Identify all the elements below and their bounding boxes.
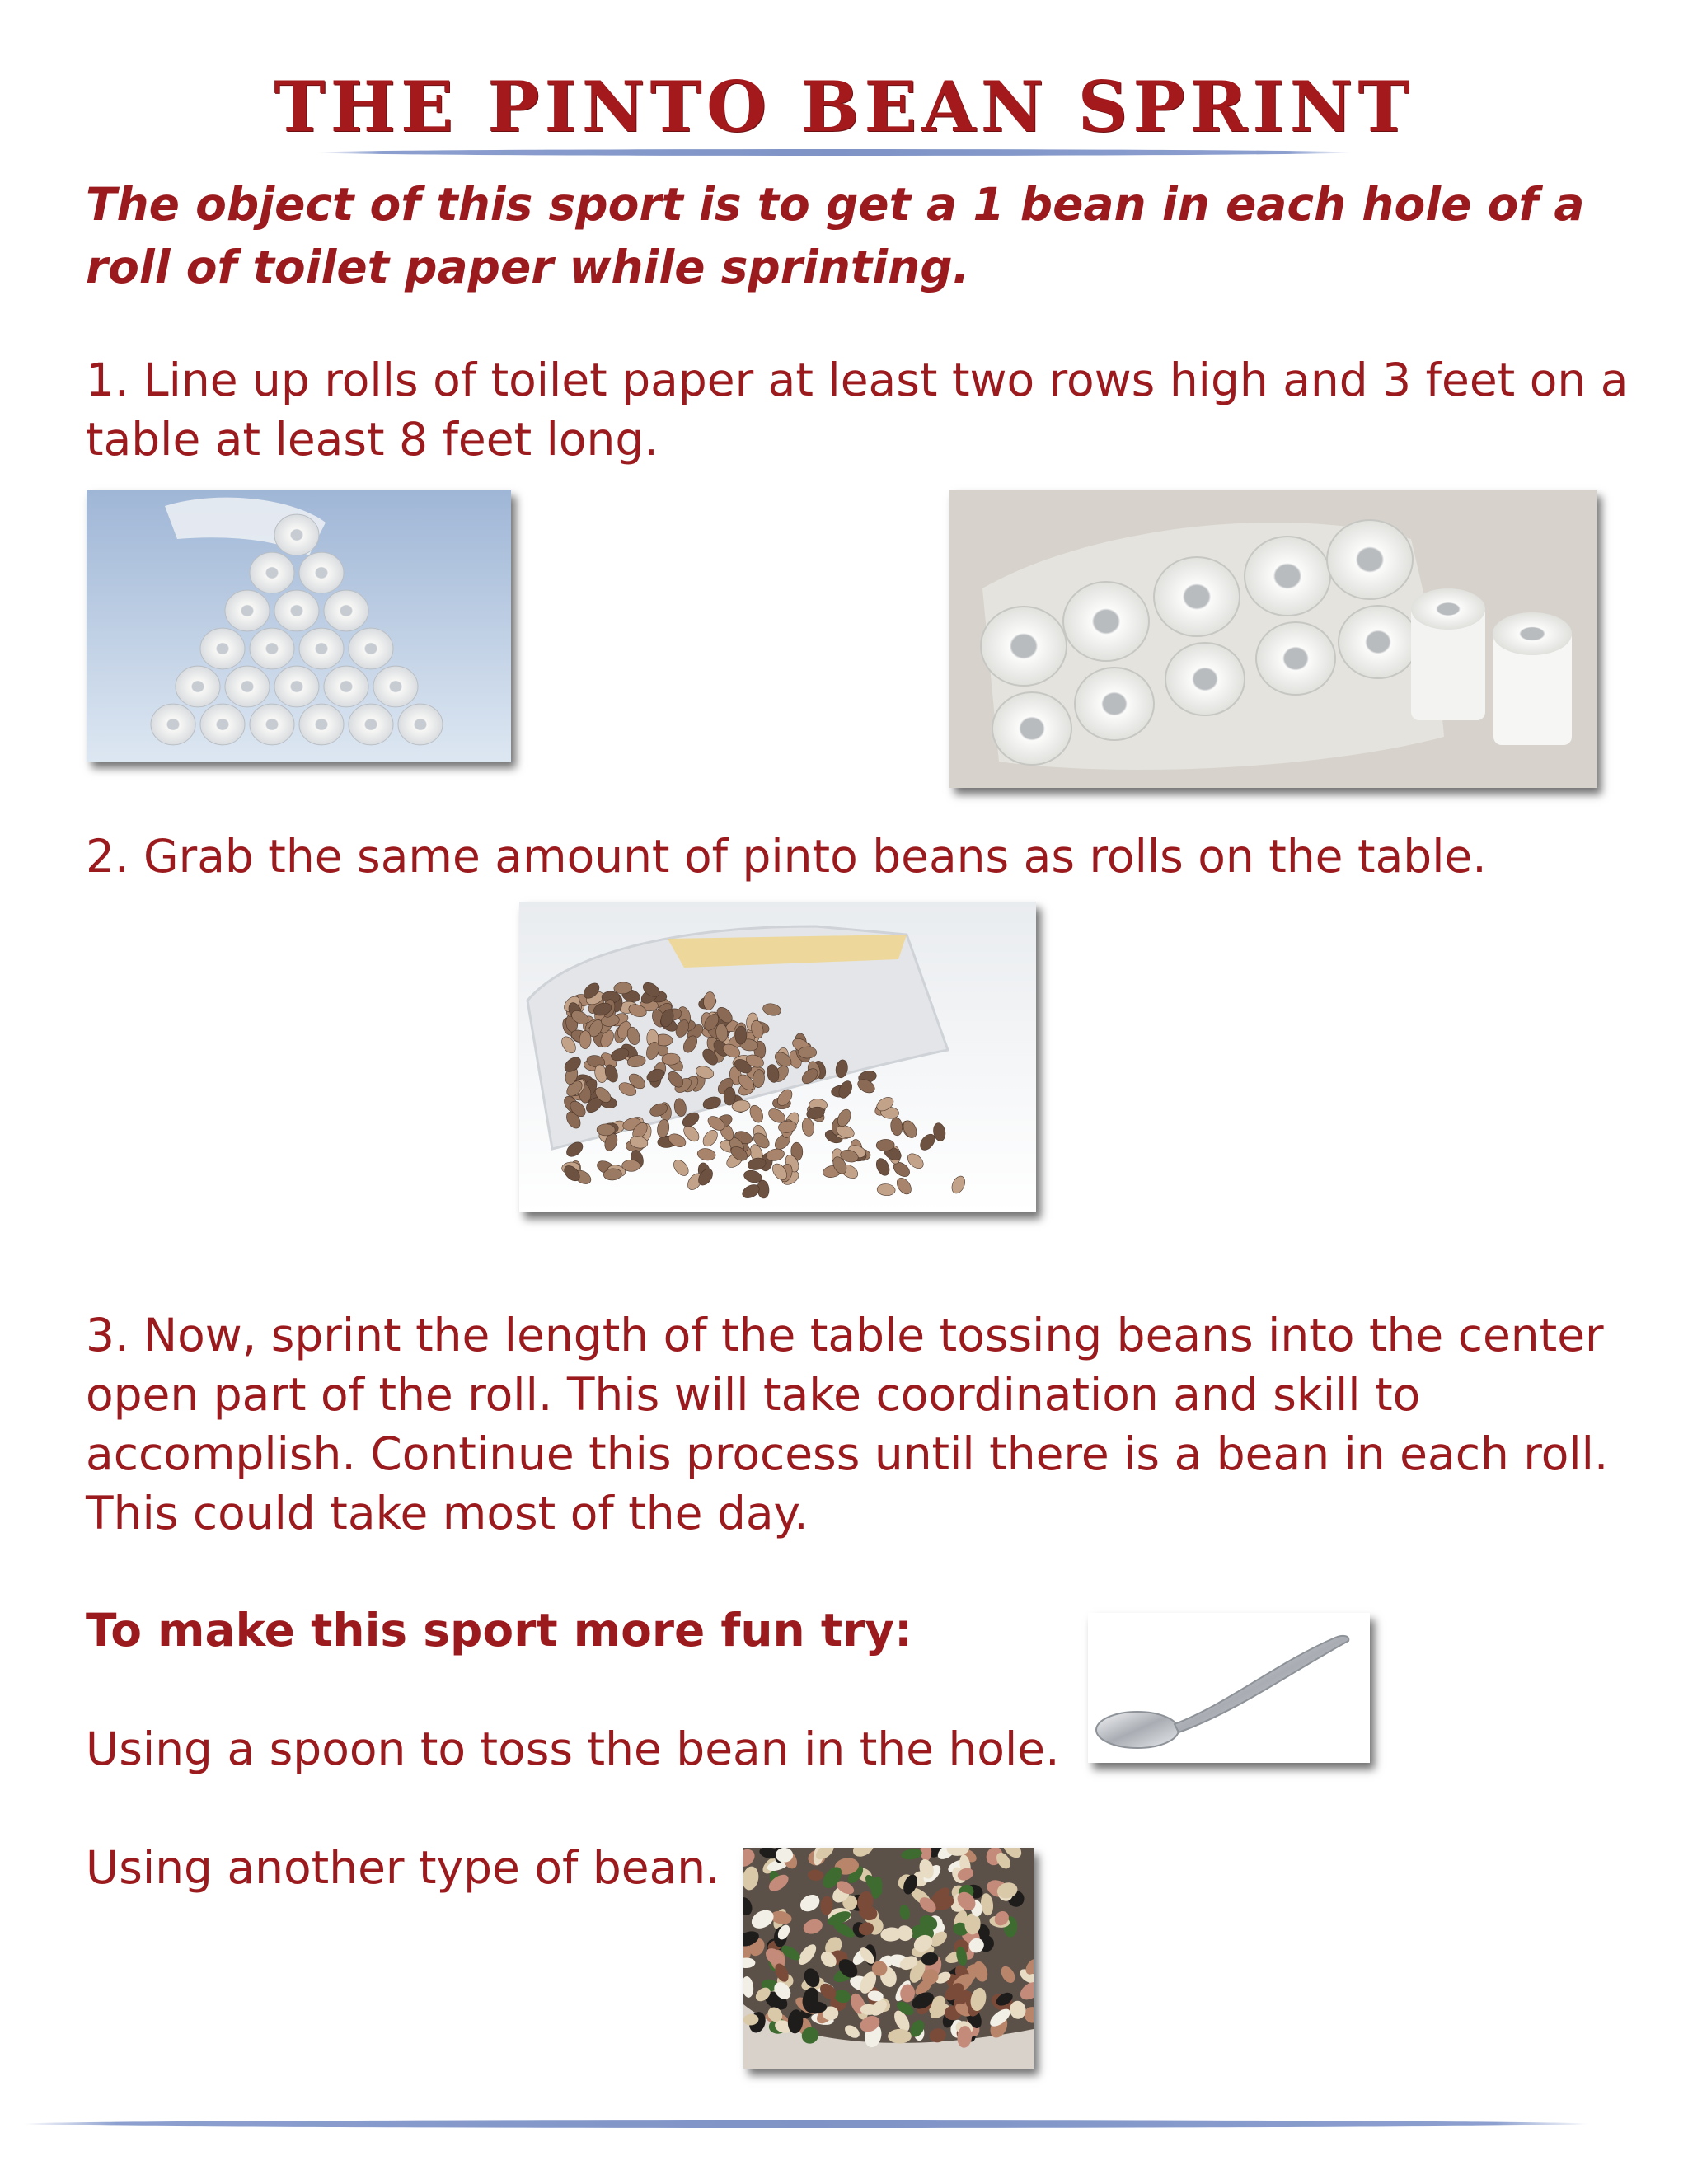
footer-rule	[23, 2120, 1589, 2128]
spoon-photo	[1088, 1613, 1370, 1763]
title-underline	[317, 149, 1352, 156]
step-3-text: 3. Now, sprint the length of the table tossing beans into the center open part of the roll. This will take coordination and skill to accomplish. Continue this process until there is a bean in each roll. This could take most of the day.	[86, 1309, 1609, 1540]
fun-heading: To make this sport more fun try:	[86, 1604, 913, 1657]
toilet-paper-pack-photo	[950, 490, 1597, 788]
toilet-paper-pyramid-photo	[87, 490, 511, 762]
tip-spoon-text: Using a spoon to toss the bean in the hole.	[86, 1722, 1060, 1775]
mixed-beans-photo	[743, 1848, 1034, 2069]
step-1-text: 1. Line up rolls of toilet paper at least two rows high and 3 feet on a table at least 8 feet long.	[86, 354, 1629, 466]
pinto-beans-bag-photo	[519, 902, 1036, 1212]
step-2-text: 2. Grab the same amount of pinto beans as rolls on the table.	[86, 830, 1487, 883]
intro-text: The object of this sport is to get a 1 bean in each hole of a roll of toilet paper while sprinting.	[86, 178, 1585, 293]
page-title: THE PINTO BEAN SPRINT	[274, 66, 1414, 148]
tip-bean-type-text: Using another type of bean.	[86, 1841, 720, 1894]
